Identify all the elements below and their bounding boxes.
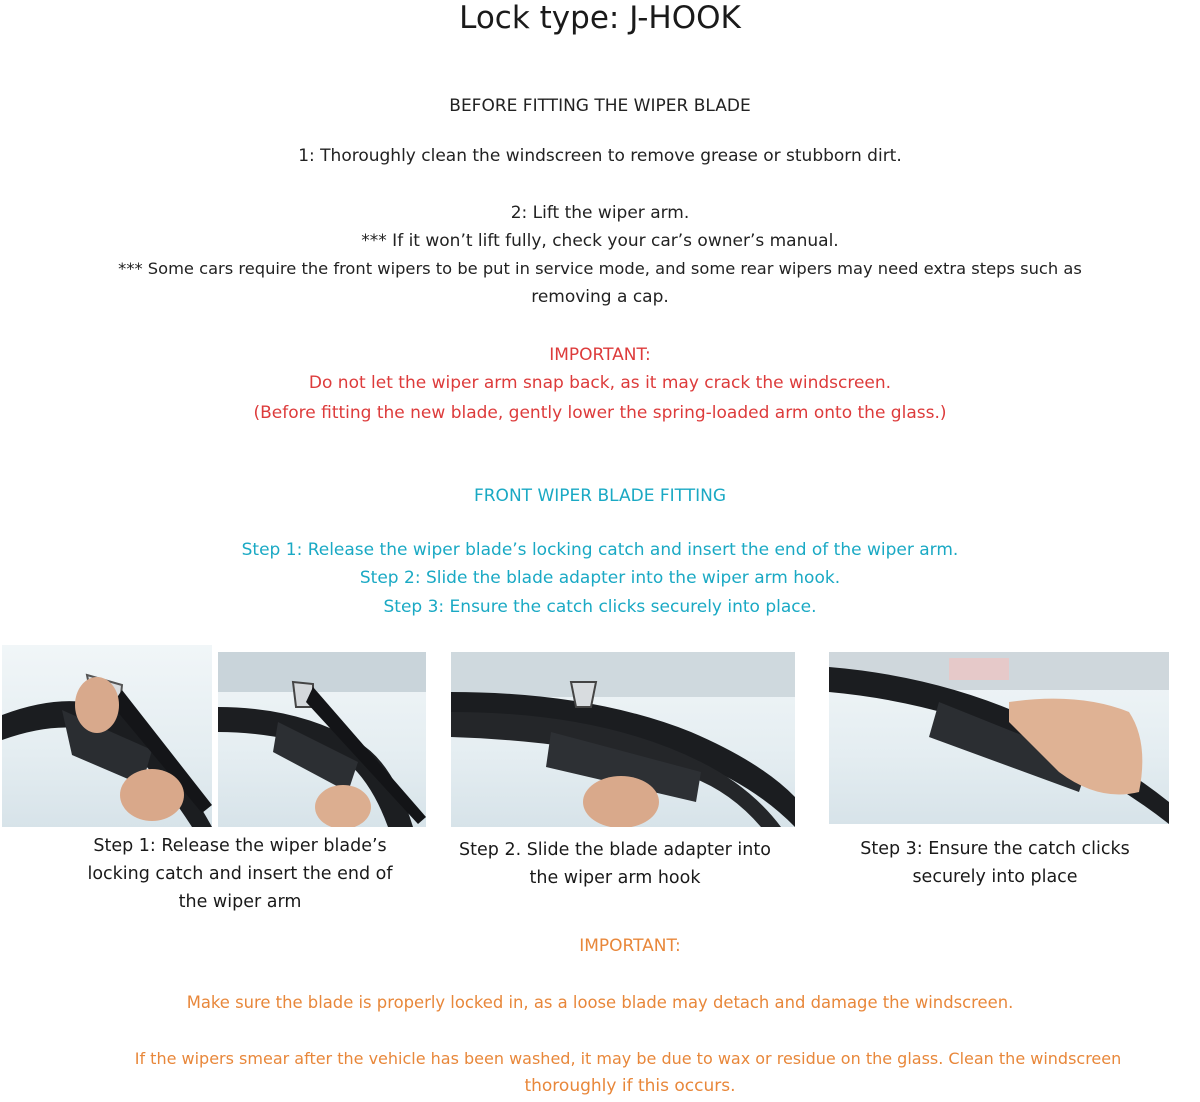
step-3-caption <box>830 835 1160 891</box>
step-2-caption <box>430 836 800 892</box>
step-1-caption-line-3: the wiper arm <box>178 892 302 912</box>
important-line-2: (Before fitting the new blade, gently lower the spring-loaded arm onto the glass.) <box>253 403 947 423</box>
step-3-photo <box>829 652 1169 824</box>
step-1-caption <box>40 832 440 916</box>
front-fitting-heading: FRONT WIPER BLADE FITTING <box>473 486 727 506</box>
step-2-caption-line-2: the wiper arm hook <box>529 868 701 888</box>
before-note-2b: removing a cap. <box>531 287 669 307</box>
important-heading-2: IMPORTANT: <box>579 936 681 956</box>
before-note-1: *** If it won’t lift fully, check your car’s owner’s manual. <box>361 231 839 251</box>
before-step-2: 2: Lift the wiper arm. <box>510 203 690 223</box>
front-step-2: Step 2: Slide the blade adapter into the wiper arm hook. <box>359 568 841 588</box>
important2-line-2b: thoroughly if this occurs. <box>524 1076 736 1096</box>
step-2-caption-line-1: Step 2. Slide the blade adapter into <box>459 840 771 860</box>
important2-line-2a: If the wipers smear after the vehicle has been washed, it may be due to wax or residue on the glass. Clean the windscreen <box>134 1049 1122 1068</box>
step-3-caption-line-1: Step 3: Ensure the catch clicks <box>860 839 1130 859</box>
important-heading-1: IMPORTANT: <box>549 345 651 365</box>
step-1-caption-line-1: Step 1: Release the wiper blade’s <box>93 836 387 856</box>
step-3-caption-line-2: securely into place <box>912 867 1078 887</box>
step-2-photo <box>451 652 795 827</box>
before-note-2a: *** Some cars require the front wipers to be put in service mode, and some rear wipers may need extra steps such as <box>118 259 1082 278</box>
front-step-3: Step 3: Ensure the catch clicks securely into place. <box>383 597 817 617</box>
before-fitting-heading: BEFORE FITTING THE WIPER BLADE <box>449 96 751 116</box>
step-1-photo-b <box>218 652 426 827</box>
step-1-photo-a <box>2 645 212 827</box>
important2-line-1: Make sure the blade is properly locked in, as a loose blade may detach and damage the windscreen. <box>186 993 1014 1012</box>
front-step-1: Step 1: Release the wiper blade’s locking catch and insert the end of the wiper arm. <box>241 540 959 560</box>
important-line-1: Do not let the wiper arm snap back, as it may crack the windscreen. <box>308 373 892 393</box>
before-step-1: 1: Thoroughly clean the windscreen to remove grease or stubborn dirt. <box>298 146 902 166</box>
step-1-caption-line-2: locking catch and insert the end of <box>87 864 393 884</box>
page-title: Lock type: J-HOOK <box>459 0 741 36</box>
